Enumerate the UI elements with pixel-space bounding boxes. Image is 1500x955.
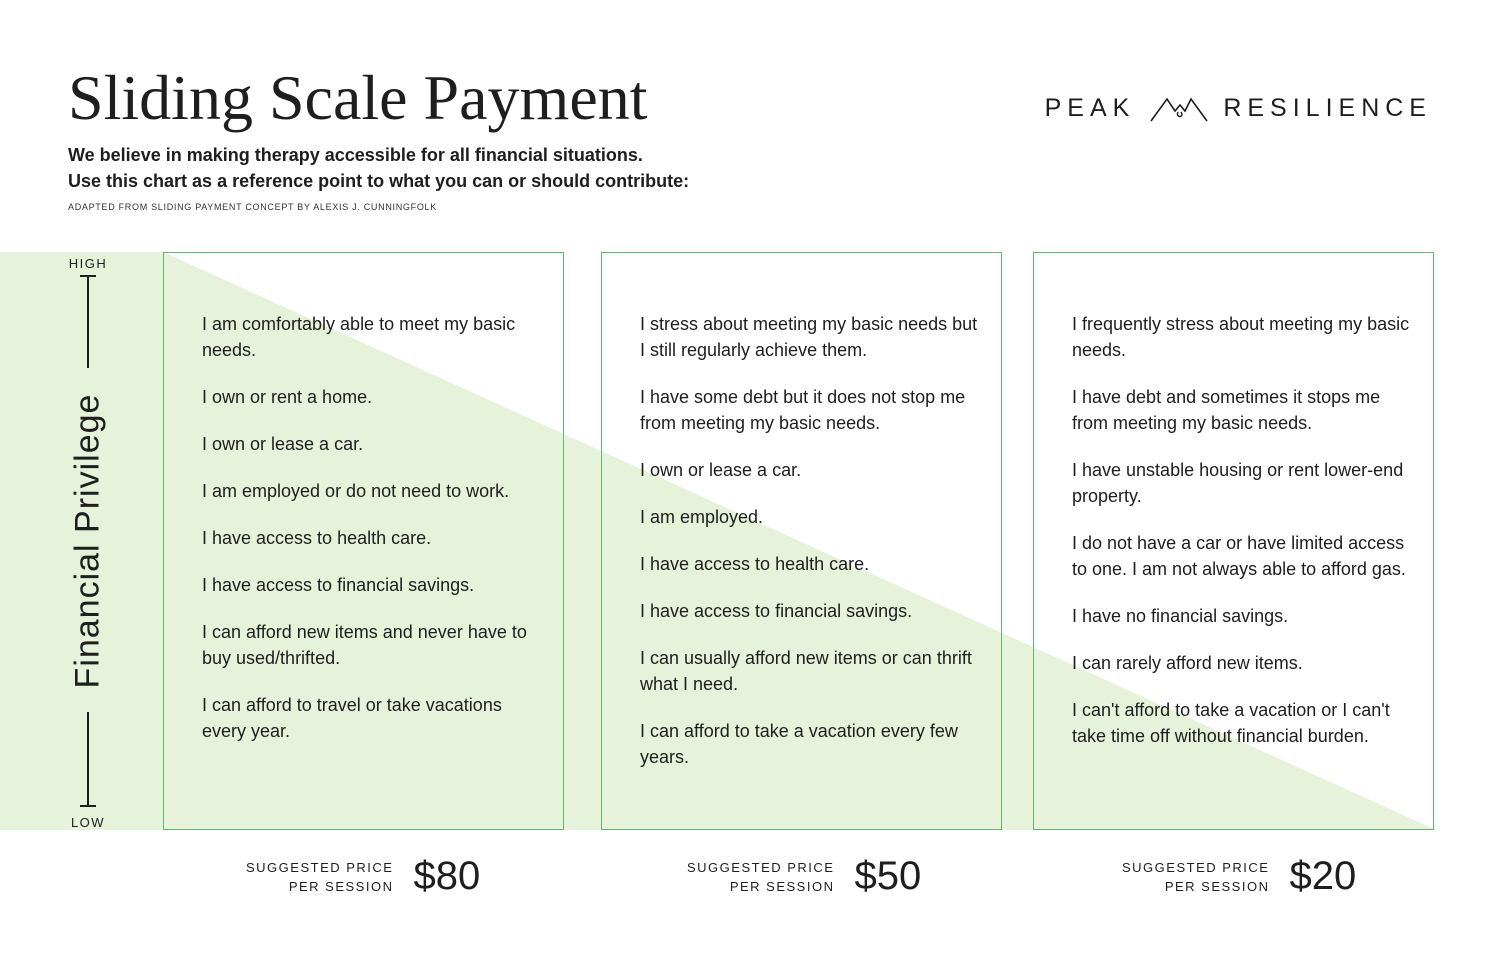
tier-column-high bbox=[163, 252, 564, 830]
list-item: I am employed or do not need to work. bbox=[202, 481, 510, 501]
list-item: I have access to financial savings. bbox=[640, 601, 913, 621]
logo-word-right: RESILIENCE bbox=[1223, 93, 1432, 122]
axis-low-label: LOW bbox=[70, 815, 106, 830]
list-item: I have debt and sometimes it stops me from meeting my basic needs. bbox=[1072, 387, 1381, 433]
tier-column-low bbox=[1033, 252, 1434, 830]
list-item: I have access to health care. bbox=[640, 554, 870, 574]
list-item: I own or lease a car. bbox=[640, 460, 802, 480]
list-item: I can afford to travel or take vacations every year. bbox=[202, 695, 502, 741]
price-label bbox=[687, 858, 834, 896]
price-label-line-1: SUGGESTED PRICE bbox=[687, 859, 835, 875]
list-item: I have access to health care. bbox=[202, 528, 432, 548]
price-label-line-1: SUGGESTED PRICE bbox=[1122, 859, 1270, 875]
list-item: I can rarely afford new items. bbox=[1072, 653, 1303, 673]
mountain-icon bbox=[1149, 93, 1209, 123]
list-item: I stress about meeting my basic needs but I still regularly achieve them. bbox=[640, 314, 978, 360]
credit-line: ADAPTED FROM SLIDING PAYMENT CONCEPT BY ALEXIS J. CUNNINGFOLK bbox=[68, 202, 437, 212]
price-value: $20 bbox=[1289, 854, 1357, 898]
price-value: $50 bbox=[854, 854, 922, 898]
tier-criteria-list bbox=[202, 311, 547, 765]
list-item: I can't afford to take a vacation or I can't take time off without financial burden. bbox=[1072, 700, 1390, 746]
intro-line-1: We believe in making therapy accessible for all financial situations. bbox=[68, 145, 643, 165]
list-item: I do not have a car or have limited access to one. I am not always able to afford gas. bbox=[1072, 533, 1406, 579]
tier-criteria-list bbox=[1072, 311, 1417, 770]
logo-word-left: PEAK bbox=[1044, 93, 1136, 122]
axis-title: Financial Privilege bbox=[68, 393, 107, 689]
price-label-line-2: PER SESSION bbox=[729, 878, 835, 894]
price-label-line-2: PER SESSION bbox=[1164, 878, 1270, 894]
intro-line-2: Use this chart as a reference point to what you can or should contribute: bbox=[68, 171, 690, 191]
price-label bbox=[1122, 858, 1269, 896]
tier-criteria-list bbox=[640, 311, 985, 791]
price-tier-middle bbox=[687, 854, 921, 899]
brand-logo bbox=[1045, 88, 1432, 128]
list-item: I can afford to take a vacation every few years. bbox=[640, 721, 958, 767]
list-item: I can usually afford new items or can thrift what I need. bbox=[640, 648, 972, 694]
axis-high-label: HIGH bbox=[68, 256, 108, 271]
list-item: I have no financial savings. bbox=[1072, 606, 1289, 626]
price-label-line-1: SUGGESTED PRICE bbox=[246, 859, 394, 875]
list-item: I am employed. bbox=[640, 507, 764, 527]
tier-column-middle bbox=[601, 252, 1002, 830]
list-item: I own or lease a car. bbox=[202, 434, 364, 454]
list-item: I frequently stress about meeting my basic needs. bbox=[1072, 314, 1410, 360]
price-tier-low bbox=[1122, 854, 1356, 899]
price-label bbox=[246, 858, 393, 896]
list-item: I have some debt but it does not stop me from meeting my basic needs. bbox=[640, 387, 966, 433]
list-item: I can afford new items and never have to buy used/thrifted. bbox=[202, 622, 527, 668]
list-item: I have access to financial savings. bbox=[202, 575, 475, 595]
list-item: I have unstable housing or rent lower-end property. bbox=[1072, 460, 1404, 506]
price-tier-high bbox=[246, 854, 480, 899]
list-item: I own or rent a home. bbox=[202, 387, 373, 407]
list-item: I am comfortably able to meet my basic needs. bbox=[202, 314, 516, 360]
page-title: Sliding Scale Payment bbox=[68, 62, 648, 133]
price-label-line-2: PER SESSION bbox=[288, 878, 394, 894]
price-value: $80 bbox=[413, 854, 481, 898]
